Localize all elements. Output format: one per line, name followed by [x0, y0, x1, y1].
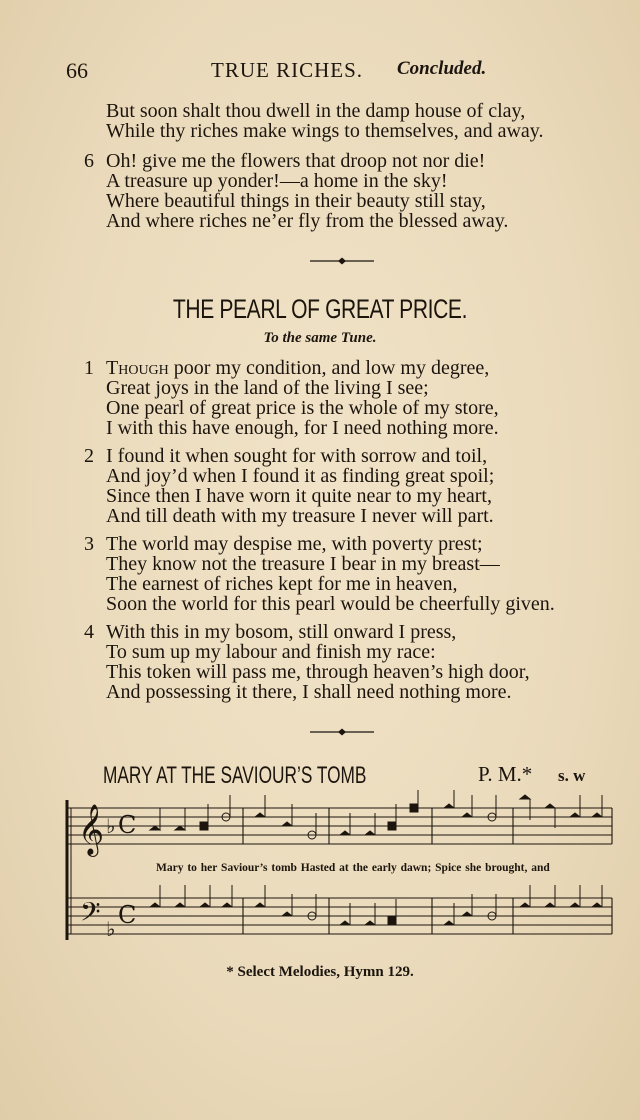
verse-number: 3: [84, 533, 94, 555]
tune-meter: P. M.*: [478, 762, 533, 786]
bass-notes: [150, 885, 602, 925]
concluded-label: Concluded.: [397, 58, 487, 79]
verse-line: To sum up my labour and finish my race:: [106, 641, 436, 663]
hymn-subtitle: To the same Tune.: [263, 330, 377, 346]
verse-line: Where beautiful things in their beauty still stay,: [106, 190, 486, 212]
verse-number: 6: [84, 150, 94, 172]
verse-line: And joy’d when I found it as finding great spoil;: [106, 465, 495, 487]
tune-title: MARY AT THE SAVIOUR’S TOMB: [103, 762, 367, 789]
verse-line: One pearl of great price is the whole of my store,: [106, 397, 499, 419]
hymn-title: THE PEARL OF GREAT PRICE.: [172, 294, 468, 324]
verse-line: They know not the treasure I bear in my breast—: [106, 553, 500, 575]
verse-line: The world may despise me, with poverty prest;: [106, 533, 483, 555]
verse-first-word: Though: [106, 357, 169, 379]
verse-line: And possessing it there, I shall need nothing more.: [106, 681, 512, 703]
verse-line: This token will pass me, through heaven’s high door,: [106, 661, 530, 683]
verse-line: The earnest of riches kept for me in heaven,: [106, 573, 458, 595]
treble-clef-icon: 𝄞: [78, 804, 105, 855]
tune-source: s. w: [558, 766, 586, 785]
verse-first-line-rest: poor my condition, and low my degree,: [168, 357, 490, 379]
verse-line: And till death with my treasure I never will part.: [106, 505, 494, 527]
treble-notes: [150, 790, 602, 839]
system-brace: [67, 800, 71, 940]
verse-line: Oh! give me the flowers that droop not nor die!: [106, 150, 486, 172]
bass-clef-icon: 𝄢: [80, 896, 101, 934]
verse-line: I with this have enough, for I need nothing more.: [106, 417, 499, 439]
verse-number: 1: [84, 357, 94, 379]
tune-lyrics: Mary to her Saviour’s tomb Hasted at the early dawn; Spice she brought, and: [156, 862, 550, 874]
section-ornament: [310, 727, 374, 737]
flat-icon: ♭: [106, 917, 116, 941]
verse-line: While thy riches make wings to themselves, and away.: [106, 120, 544, 142]
verse-line: Soon the world for this pearl would be cheerfully given.: [106, 593, 555, 615]
verse-number: 2: [84, 445, 94, 467]
page-number: 66: [66, 58, 88, 83]
verse-line: But soon shalt thou dwell in the damp house of clay,: [106, 100, 526, 122]
verse-line: [106, 357, 489, 379]
verse-line: With this in my bosom, still onward I press,: [106, 621, 457, 643]
page-header: [66, 58, 586, 86]
section-ornament: [310, 256, 374, 266]
verse-line: Great joys in the land of the living I see;: [106, 377, 429, 399]
running-title: TRUE RICHES.: [211, 58, 364, 82]
common-time-icon: C: [118, 901, 137, 929]
footnote: * Select Melodies, Hymn 129.: [226, 964, 414, 980]
verse-line: Since then I have worn it quite near to my heart,: [106, 485, 492, 507]
verse-line: A treasure up yonder!—a home in the sky!: [106, 170, 448, 192]
verse-line: And where riches ne’er fly from the blessed away.: [106, 210, 509, 232]
common-time-icon: C: [118, 811, 137, 839]
verse-line: I found it when sought for with sorrow and toil,: [106, 445, 488, 467]
flat-icon: ♭: [106, 814, 116, 838]
verse-number: 4: [84, 621, 94, 643]
